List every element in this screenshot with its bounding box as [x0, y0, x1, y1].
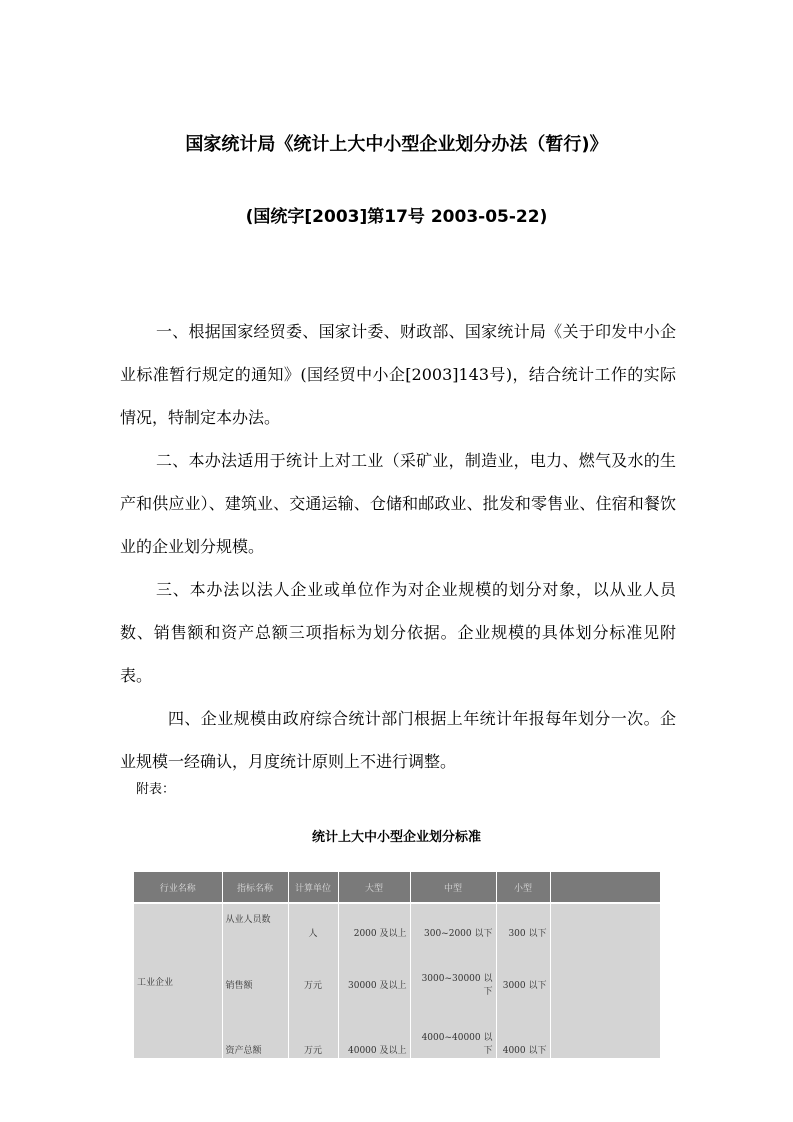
document-subtitle: (国统字[2003]第17号 2003-05-22) [245, 207, 548, 227]
paragraph-1: 一、根据国家经贸委、国家计委、财政部、国家统计局《关于印发中小企业标准暂行规定的通知》(国经贸中小企[2003]143号)，结合统计工作的实际情况，特制定本办法。 [120, 322, 676, 427]
annex-label: 附表： [136, 782, 176, 797]
indicator-cell: 从业人员数 [222, 903, 288, 960]
small-cell: 300 以下 [496, 903, 550, 960]
paragraph-2: 二、本办法适用于统计上对工业（采矿业，制造业，电力、燃气及水的生产和供应业）、建筑业、交通运输、仓储和邮政业、批发和零售业、住宿和餐饮业的企业划分规模。 [120, 451, 676, 556]
header-medium: 中型 [410, 872, 496, 903]
header-empty [550, 872, 660, 903]
paragraph-3: 三、本办法以法人企业或单位作为对企业规模的划分对象，以从业人员数、销售额和资产总额三项指标为划分依据。企业规模的具体划分标准见附表。 [120, 580, 676, 685]
header-unit: 计算单位 [288, 872, 338, 903]
header-small: 小型 [496, 872, 550, 903]
size-standard-table [134, 872, 661, 1058]
indicator-cell: 销售额 [222, 960, 288, 1008]
large-cell: 40000 及以上 [338, 1008, 410, 1058]
medium-cell: 3000~30000 以下 [410, 960, 496, 1008]
document-title: 国家统计局《统计上大中小型企业划分办法（暂行)》 [185, 134, 608, 155]
large-cell: 30000 及以上 [338, 960, 410, 1008]
header-industry: 行业名称 [134, 872, 222, 903]
unit-cell: 万元 [288, 1008, 338, 1058]
table-title: 统计上大中小型企业划分标准 [311, 830, 481, 845]
header-large: 大型 [338, 872, 410, 903]
indicator-cell: 资产总额 [222, 1008, 288, 1058]
large-cell: 2000 及以上 [338, 903, 410, 960]
medium-cell: 4000~40000 以下 [410, 1008, 496, 1058]
small-cell: 4000 以下 [496, 1008, 550, 1058]
unit-cell: 人 [288, 903, 338, 960]
table-header-row [134, 872, 660, 903]
table-row [134, 903, 660, 960]
medium-cell: 300~2000 以下 [410, 903, 496, 960]
unit-cell: 万元 [288, 960, 338, 1008]
industry-cell: 工业企业 [134, 903, 222, 1058]
header-indicator: 指标名称 [222, 872, 288, 903]
empty-cell [550, 903, 660, 1058]
paragraph-4: 四、企业规模由政府综合统计部门根据上年统计年报每年划分一次。企业规模一经确认，月度统计原则上不进行调整。 [120, 709, 676, 771]
small-cell: 3000 以下 [496, 960, 550, 1008]
